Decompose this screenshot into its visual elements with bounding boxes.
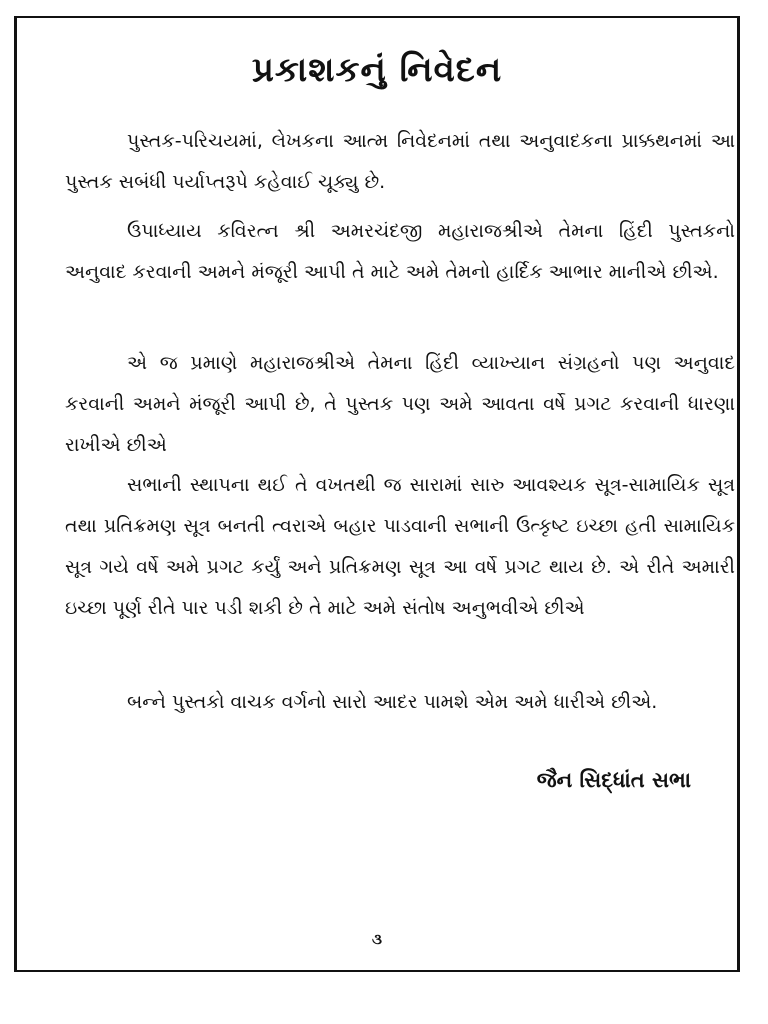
page-frame — [14, 16, 740, 972]
paragraph-acknowledgement: ઉપાધ્યાય કવિરત્ન શ્રી અમરચંદજી મહારાજશ્રીએ તેમના હિંદી પુસ્તકનો અનુવાદ કરવાની અમને મંજૂરી આપી તે માટે અમે તેમનો હાર્દિક આભાર માનીએ છીએ. — [65, 220, 735, 283]
paragraph-closing: બન્ને પુસ્તકો વાચક વર્ગનો સારો આદર પામશે એમ અમે ધારીએ છીએ. — [127, 691, 658, 713]
page-number: ૩ — [372, 930, 382, 948]
publisher-signature: જૈન સિદ્ધાંત સભા — [536, 768, 691, 792]
paragraph-intro: પુસ્તક-પરિચયમાં, લેખકના આત્મ નિવેદનમાં તથા અનુવાદકના પ્રાક્કથનમાં આ પુસ્તક સબંધી પર્યાપ્તરૂપે કહેવાઈ ચૂક્યુ છે. — [65, 130, 735, 193]
page-title: પ્રકાશકનું નિવેદન — [251, 50, 503, 90]
paragraph-sabha-history: સભાની સ્થાપના થઈ તે વખતથી જ સારામાં સારુ આવશ્યક સૂત્ર-સામાયિક સૂત્ર તથા પ્રતિક્રમણ સૂત્ર બનતી ત્વરાએ બહાર પાડવાની સભાની ઉત્કૃષ્ટ ઇચ્છા હતી સામાયિક સૂત્ર ગયે વર્ષે અમે પ્રગટ કર્યું અને પ્રતિક્રમણ સૂત્ર આ વર્ષે પ્રગટ થાય છે. એ રીતે અમારી ઇચ્છા પૂર્ણ રીતે પાર પડી શકી છે તે માટે અમે સંતોષ અનુભવીએ છીએ — [65, 474, 735, 619]
paragraph-upcoming-publication: એ જ પ્રમાણે મહારાજશ્રીએ તેમના હિંદી વ્યાખ્યાન સંગ્રહનો પણ અનુવાદ કરવાની અમને મંજૂરી આપી છે, તે પુસ્તક પણ અમે આવતા વર્ષે પ્રગટ કરવાની ધારણા રાખીએ છીએ — [65, 352, 735, 456]
